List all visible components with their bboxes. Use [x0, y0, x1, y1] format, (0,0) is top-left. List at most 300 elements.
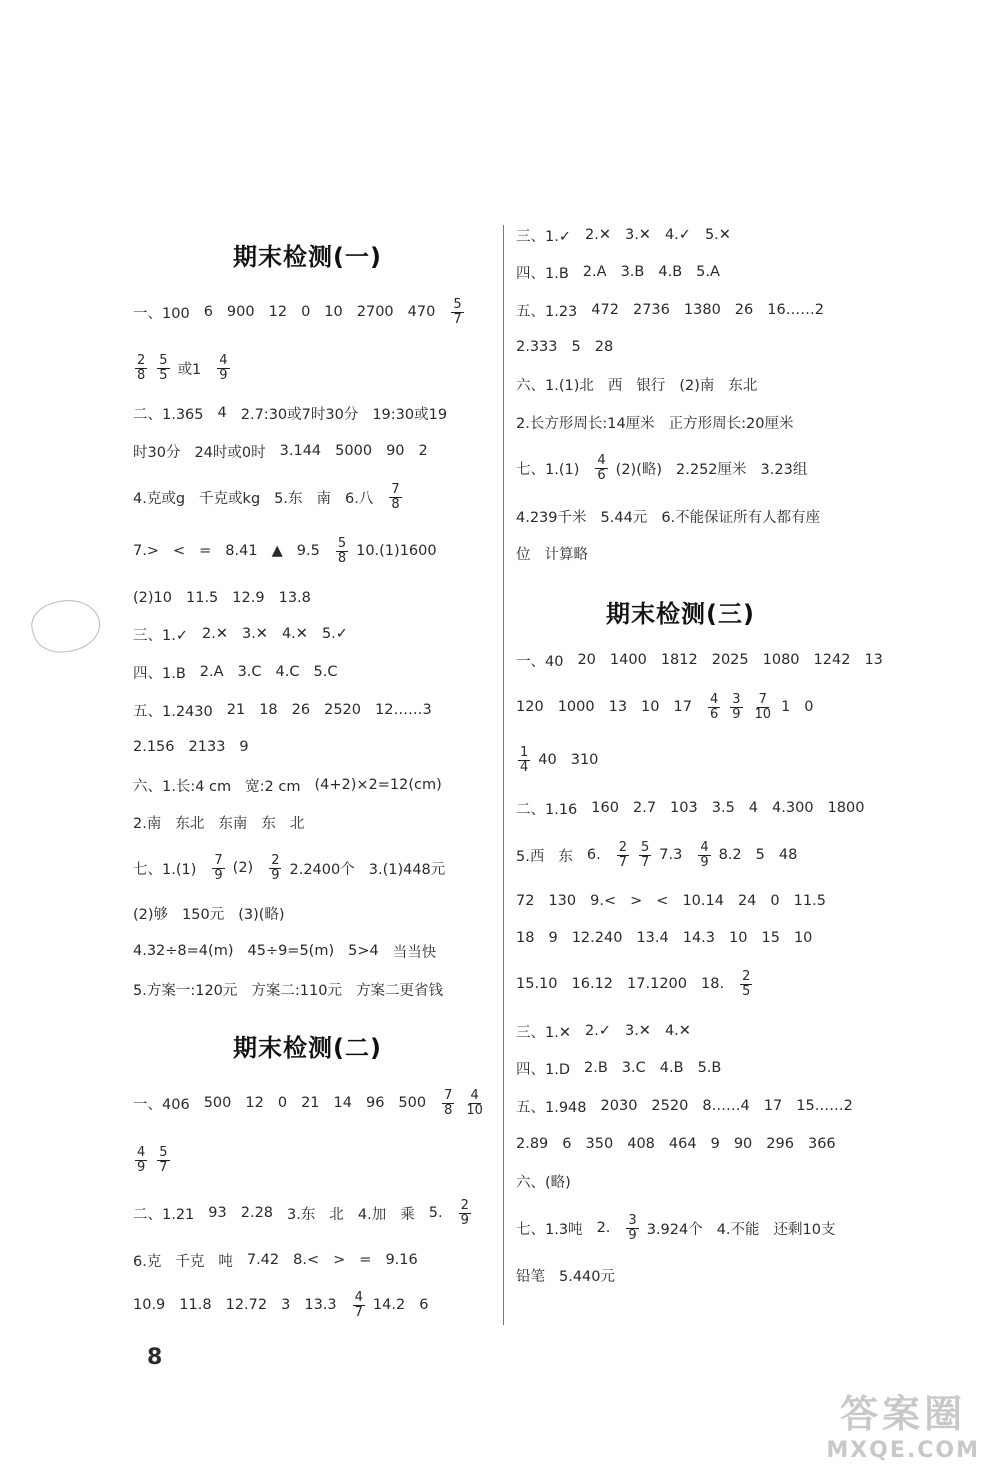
- answer-token: 3.东: [287, 1206, 316, 1223]
- answer-token: (2)南: [679, 377, 715, 394]
- fraction-numerator: 2: [618, 839, 627, 855]
- answer-token: 24时或0时: [194, 444, 266, 461]
- answer-token: >: [630, 893, 643, 909]
- fraction: [353, 1291, 365, 1320]
- fraction-denominator: 7: [640, 854, 650, 870]
- answer-token: 472: [591, 302, 619, 318]
- answer-token: 当当快: [392, 944, 437, 961]
- answer-token: 10.14: [682, 893, 724, 909]
- answer-token: 2.7:30或7时30分: [240, 406, 359, 423]
- answer-line: [133, 618, 362, 650]
- answer-token: >: [333, 1252, 346, 1268]
- answer-token: 4.300: [772, 800, 814, 816]
- fraction-numerator: 4: [700, 839, 709, 855]
- answer-line: [516, 1090, 867, 1122]
- answer-token: 11.8: [179, 1297, 212, 1313]
- fraction-denominator: 7: [159, 1159, 168, 1175]
- fraction: [459, 1199, 471, 1228]
- answer-line: [133, 897, 299, 929]
- answer-token: 5.方案一:120元: [133, 982, 238, 999]
- answer-token: 七、1.(1): [516, 461, 580, 478]
- answer-token: <: [656, 893, 669, 909]
- fraction-numerator: 3: [628, 1212, 637, 1228]
- answer-token: 2.南: [133, 815, 162, 832]
- answer-token: 6.不能保证所有人都有座: [661, 509, 821, 526]
- answer-token: 10.(1)1600: [356, 543, 437, 559]
- answer-line: [133, 806, 318, 838]
- answer-line: [133, 535, 451, 567]
- answer-token: 14: [333, 1095, 352, 1111]
- answer-token: (2)(略): [615, 461, 663, 478]
- answer-token: 470: [407, 304, 436, 320]
- answer-token: 12: [268, 304, 288, 320]
- answer-token: 2736: [632, 302, 670, 318]
- answer-token: 四、1.D: [516, 1061, 570, 1078]
- answer-token: 9.16: [385, 1252, 418, 1268]
- answer-token: 9: [239, 739, 249, 755]
- section-title-2: 期末检测(二): [233, 1034, 382, 1062]
- answer-token: 2.长方形周长:14厘米: [516, 415, 655, 432]
- answer-token: 2.7: [632, 800, 657, 816]
- fraction-denominator: 8: [391, 496, 400, 512]
- answer-token: 3.✕: [624, 1023, 651, 1039]
- answer-token: 2520: [651, 1098, 689, 1114]
- answer-line: [133, 852, 459, 884]
- answer-token: 位: [516, 546, 531, 563]
- answer-token: 东南: [218, 815, 248, 832]
- answer-token: 7.>: [133, 543, 159, 559]
- answer-line: [516, 839, 811, 871]
- answer-token: 4.B: [659, 1060, 684, 1076]
- answer-token: 130: [548, 893, 577, 909]
- answer-token: 2025: [711, 652, 749, 668]
- answer-token: 二、1.21: [133, 1206, 195, 1223]
- answer-token: 2.✕: [584, 227, 611, 243]
- answer-line: [133, 656, 351, 688]
- answer-token: =: [359, 1252, 372, 1268]
- fraction: [157, 354, 169, 383]
- fraction-numerator: 5: [337, 535, 347, 551]
- answer-token: 13.8: [278, 590, 311, 606]
- answer-token: 4.✕: [281, 626, 308, 642]
- answer-token: 45÷9=5(m): [247, 943, 335, 959]
- page-number: 8: [147, 1345, 163, 1370]
- fraction: [135, 354, 147, 383]
- answer-token: 500: [203, 1095, 232, 1111]
- fraction: [389, 483, 401, 512]
- answer-token: 4.✓: [664, 227, 691, 243]
- answer-token: 2.B: [584, 1060, 608, 1076]
- answer-token: 14.3: [682, 930, 716, 946]
- answer-line: [516, 1165, 585, 1197]
- answer-line: [516, 219, 745, 251]
- answer-token: 4.239千米: [516, 509, 587, 526]
- answer-token: 北: [289, 815, 305, 832]
- fraction-denominator: 7: [354, 1304, 363, 1320]
- answer-token: 5000: [335, 443, 373, 459]
- answer-token: 366: [807, 1136, 836, 1152]
- answer-line: [133, 1087, 493, 1119]
- fraction-denominator: 6: [709, 706, 719, 722]
- answer-token: 8……4: [702, 1098, 750, 1114]
- answer-token: 5.西: [516, 848, 545, 865]
- answer-token: 5.东: [274, 490, 303, 507]
- answer-token: 4: [748, 800, 759, 816]
- answer-token: 五、1.948: [516, 1099, 587, 1116]
- answer-line: [516, 1259, 629, 1291]
- fraction-numerator: 4: [709, 691, 719, 707]
- fraction-numerator: 4: [597, 452, 606, 468]
- answer-line: [516, 792, 878, 824]
- answer-token: 南: [316, 490, 331, 507]
- fraction-numerator: 5: [159, 1144, 168, 1160]
- answer-token: 5.440元: [559, 1268, 616, 1285]
- answer-token: 5.: [428, 1205, 443, 1221]
- answer-token: 93: [208, 1205, 227, 1221]
- answer-token: 13.3: [304, 1297, 337, 1313]
- answer-token: 103: [670, 800, 698, 816]
- answer-line: [133, 1144, 178, 1176]
- answer-token: 5.C: [313, 664, 338, 680]
- answer-token: 40: [538, 752, 557, 768]
- answer-token: 方案二更省钱: [355, 982, 443, 999]
- answer-token: 2.89: [516, 1136, 549, 1152]
- answer-line: [133, 1244, 432, 1276]
- fraction-numerator: 7: [444, 1087, 453, 1103]
- answer-token: 10: [729, 930, 748, 946]
- answer-token: 三、1.✓: [133, 627, 188, 644]
- answer-token: 一、406: [133, 1096, 190, 1113]
- fraction: [698, 841, 710, 870]
- fraction-numerator: 1: [520, 744, 529, 760]
- fraction-numerator: 2: [742, 968, 751, 984]
- fraction-numerator: 2: [460, 1197, 469, 1213]
- answer-token: 5>4: [348, 943, 379, 959]
- answer-token: 9: [710, 1136, 720, 1152]
- answer-token: 2.252厘米: [676, 461, 747, 478]
- answer-token: 160: [591, 800, 619, 816]
- answer-token: 1: [781, 699, 791, 715]
- fraction-denominator: 5: [742, 983, 751, 999]
- fraction-denominator: 9: [219, 367, 228, 383]
- answer-token: 16.12: [571, 976, 614, 992]
- answer-token: 6: [562, 1136, 572, 1152]
- answer-token: 19:30或19: [372, 406, 448, 423]
- answer-token: 2.✓: [584, 1023, 611, 1039]
- answer-token: 3.✕: [624, 227, 651, 243]
- answer-token: 90: [386, 443, 405, 459]
- fraction-denominator: 5: [159, 367, 168, 383]
- answer-token: 10: [793, 930, 813, 946]
- fraction: [708, 693, 720, 722]
- answer-token: 千克或kg: [199, 490, 261, 507]
- answer-token: 7.42: [246, 1252, 280, 1268]
- answer-line: [516, 691, 828, 723]
- answer-token: 1000: [557, 699, 595, 715]
- answer-token: 2520: [324, 702, 362, 718]
- answer-token: 3.B: [620, 264, 645, 280]
- answer-token: 12.72: [225, 1297, 268, 1313]
- fraction: [740, 970, 752, 999]
- fraction-numerator: 4: [354, 1289, 363, 1305]
- answer-token: 13: [864, 652, 883, 668]
- fraction-denominator: 9: [700, 854, 709, 870]
- answer-token: 6.八: [345, 490, 374, 507]
- answer-token: 3: [281, 1297, 291, 1313]
- answer-token: 6.: [586, 847, 601, 863]
- answer-token: 5: [755, 847, 765, 863]
- fraction-numerator: 7: [214, 852, 223, 868]
- fraction: [626, 1214, 638, 1243]
- answer-token: 24: [737, 893, 757, 909]
- answer-token: 2.A: [582, 264, 607, 280]
- fraction: [135, 1146, 147, 1175]
- fraction: [518, 746, 530, 775]
- answer-token: 东: [261, 815, 276, 832]
- fraction-numerator: 2: [137, 352, 146, 368]
- answer-line: [516, 885, 840, 917]
- answer-line: [516, 406, 808, 438]
- answer-token: 5.A: [696, 264, 720, 280]
- answer-token: 吨: [218, 1253, 233, 1270]
- answer-token: 3.(1)448元: [368, 861, 446, 878]
- watermark-line1: 答案圈: [840, 1392, 967, 1436]
- answer-token: 18: [259, 702, 278, 718]
- answer-token: 4.不能: [716, 1221, 760, 1238]
- answer-line: [516, 368, 771, 400]
- answer-token: (3)(略): [238, 906, 285, 923]
- answer-token: 2700: [356, 304, 394, 320]
- answer-token: 东北: [728, 377, 758, 394]
- answer-line: [133, 694, 446, 726]
- answer-token: 西: [607, 377, 623, 394]
- answer-token: 3.144: [279, 443, 322, 459]
- answer-token: 5.✕: [704, 227, 731, 243]
- fraction-denominator: 8: [137, 367, 146, 383]
- answer-token: 2.333: [516, 339, 558, 355]
- answer-token: 10.9: [133, 1297, 166, 1313]
- answer-token: 26: [734, 302, 754, 318]
- answer-token: (2)10: [133, 590, 172, 606]
- fraction: [730, 693, 742, 722]
- answer-token: 15: [761, 930, 780, 946]
- fraction-denominator: 9: [628, 1227, 637, 1243]
- answer-token: 17: [673, 699, 692, 715]
- answer-token: 一、40: [516, 653, 564, 670]
- answer-token: 8.41: [225, 543, 258, 559]
- fraction-denominator: 9: [137, 1159, 146, 1175]
- stamp-mark: [26, 592, 105, 660]
- answer-token: 120: [516, 699, 544, 715]
- answer-token: 4.32÷8=4(m): [133, 943, 234, 959]
- answer-token: 东北: [175, 815, 205, 832]
- answer-token: 4.加: [357, 1206, 387, 1223]
- answer-line: [133, 731, 263, 763]
- answer-token: 26: [291, 702, 311, 718]
- answer-token: 1380: [683, 302, 721, 318]
- answer-token: 东: [558, 848, 573, 865]
- answer-token: 3.5: [711, 800, 735, 816]
- answer-token: 1400: [609, 652, 647, 668]
- answer-token: (4+2)×2=12(cm): [314, 777, 442, 793]
- answer-line: [133, 435, 442, 467]
- answer-token: 2.: [596, 1220, 611, 1236]
- answer-line: [133, 296, 472, 328]
- answer-token: 310: [570, 752, 599, 768]
- fraction-denominator: 9: [732, 706, 741, 722]
- answer-token: 90: [733, 1136, 753, 1152]
- answer-token: 4.克或g: [133, 490, 186, 507]
- answer-token: 2.28: [240, 1205, 274, 1221]
- answer-line: [516, 1212, 850, 1244]
- answer-line: [516, 1052, 735, 1084]
- answer-token: 14.2: [372, 1297, 406, 1313]
- answer-token: 五、1.23: [516, 303, 578, 320]
- fraction-numerator: 4: [137, 1144, 146, 1160]
- answer-token: 3.C: [237, 664, 262, 680]
- answer-token: 四、1.B: [133, 665, 186, 682]
- answer-token: 还剩10支: [773, 1221, 836, 1238]
- fraction-denominator: 4: [520, 759, 529, 775]
- watermark-logo: [826, 1383, 980, 1463]
- answer-token: 方案二:110元: [251, 982, 342, 999]
- answer-token: 6: [419, 1297, 429, 1313]
- answer-token: 五、1.2430: [133, 703, 213, 720]
- answer-token: 10: [324, 304, 343, 320]
- answer-token: 500: [398, 1095, 427, 1111]
- answer-token: (2)够: [133, 906, 169, 923]
- answer-token: 8.<: [293, 1252, 320, 1268]
- answer-token: 13: [608, 699, 628, 715]
- answer-token: 408: [627, 1136, 655, 1152]
- answer-token: 72: [516, 893, 535, 909]
- fraction-numerator: 5: [159, 352, 168, 368]
- fraction-numerator: 5: [640, 839, 650, 855]
- answer-token: 3.C: [621, 1060, 646, 1076]
- answer-token: 8.2: [718, 847, 742, 863]
- fraction-numerator: 4: [470, 1087, 479, 1103]
- answer-token: 21: [226, 702, 246, 718]
- answer-token: 15……2: [796, 1098, 853, 1114]
- answer-line: [516, 537, 602, 569]
- answer-token: 2030: [600, 1098, 638, 1114]
- fraction-denominator: 7: [618, 854, 627, 870]
- answer-line: [516, 256, 734, 288]
- answer-token: 二、1.365: [133, 406, 204, 423]
- answer-token: 或1: [177, 361, 202, 378]
- fraction: [639, 841, 651, 870]
- answer-line: [516, 1128, 850, 1160]
- answer-token: 1242: [813, 652, 851, 668]
- answer-token: 三、1.✕: [516, 1024, 571, 1041]
- answer-token: 2133: [188, 739, 226, 755]
- answer-token: 9: [548, 930, 558, 946]
- answer-line: [133, 1289, 442, 1321]
- fraction: [442, 1089, 454, 1118]
- fraction-denominator: 9: [460, 1212, 469, 1228]
- answer-line: [516, 968, 760, 1000]
- answer-token: (2): [232, 860, 254, 876]
- fraction-denominator: 6: [597, 467, 606, 483]
- answer-token: 时30分: [133, 444, 181, 461]
- answer-line: [516, 452, 821, 484]
- answer-token: 3.23组: [760, 461, 808, 478]
- answer-token: 一、100: [133, 305, 190, 322]
- answer-token: 千克: [175, 1253, 205, 1270]
- fraction-denominator: 9: [271, 867, 280, 883]
- answer-token: 21: [301, 1095, 320, 1111]
- answer-token: 48: [778, 847, 798, 863]
- answer-token: 5.B: [697, 1060, 722, 1076]
- fraction-denominator: 8: [337, 550, 347, 566]
- answer-token: 银行: [636, 377, 666, 394]
- answer-line: [133, 582, 325, 614]
- fraction-denominator: 10: [754, 706, 772, 722]
- answer-token: 5.44元: [600, 509, 648, 526]
- answer-token: 铅笔: [516, 1268, 545, 1285]
- fraction: [269, 854, 281, 883]
- answer-token: <: [172, 543, 186, 559]
- answer-token: 11.5: [186, 590, 219, 606]
- answer-token: 0: [770, 893, 780, 909]
- answer-token: 乘: [400, 1206, 415, 1223]
- answer-token: 4.✕: [664, 1023, 691, 1039]
- fraction-denominator: 9: [214, 867, 223, 883]
- answer-line: [133, 481, 410, 513]
- answer-token: 正方形周长:20厘米: [668, 415, 794, 432]
- answer-token: 28: [594, 339, 614, 355]
- answer-token: 12: [245, 1095, 264, 1111]
- fraction-numerator: 5: [453, 296, 462, 312]
- answer-line: [133, 973, 457, 1005]
- answer-line: [516, 644, 897, 676]
- fraction-numerator: 4: [219, 352, 228, 368]
- answer-token: 1800: [827, 800, 865, 816]
- fraction-numerator: 7: [758, 691, 767, 707]
- answer-token: 9.<: [590, 893, 617, 909]
- answer-token: 350: [585, 1136, 614, 1152]
- answer-line: [516, 922, 826, 954]
- answer-token: =: [199, 543, 212, 559]
- answer-token: 12.240: [571, 930, 623, 946]
- answer-token: 0: [804, 699, 814, 715]
- answer-token: 5: [571, 339, 581, 355]
- answer-token: 17: [763, 1098, 783, 1114]
- answer-token: 900: [226, 304, 255, 320]
- answer-token: ▲: [271, 543, 283, 559]
- fraction-denominator: 10: [466, 1102, 483, 1118]
- answer-token: 2.✕: [201, 626, 228, 642]
- answer-token: 七、1.(1): [133, 861, 197, 878]
- fraction-denominator: 7: [453, 311, 462, 327]
- fraction: [451, 298, 463, 327]
- answer-token: 1080: [762, 652, 800, 668]
- answer-line: [133, 352, 238, 384]
- answer-token: 9.5: [296, 543, 320, 559]
- fraction: [336, 537, 348, 566]
- answer-token: 2.156: [133, 739, 175, 755]
- answer-token: 6: [203, 304, 213, 320]
- answer-line: [133, 769, 456, 801]
- fraction: [753, 693, 774, 722]
- answer-token: 北: [329, 1206, 344, 1223]
- answer-token: 2: [418, 443, 428, 459]
- fraction-denominator: 8: [444, 1102, 453, 1118]
- answer-token: 12……3: [375, 702, 432, 718]
- fraction: [157, 1146, 169, 1175]
- fraction: [617, 841, 629, 870]
- answer-token: 六、(略): [516, 1174, 571, 1191]
